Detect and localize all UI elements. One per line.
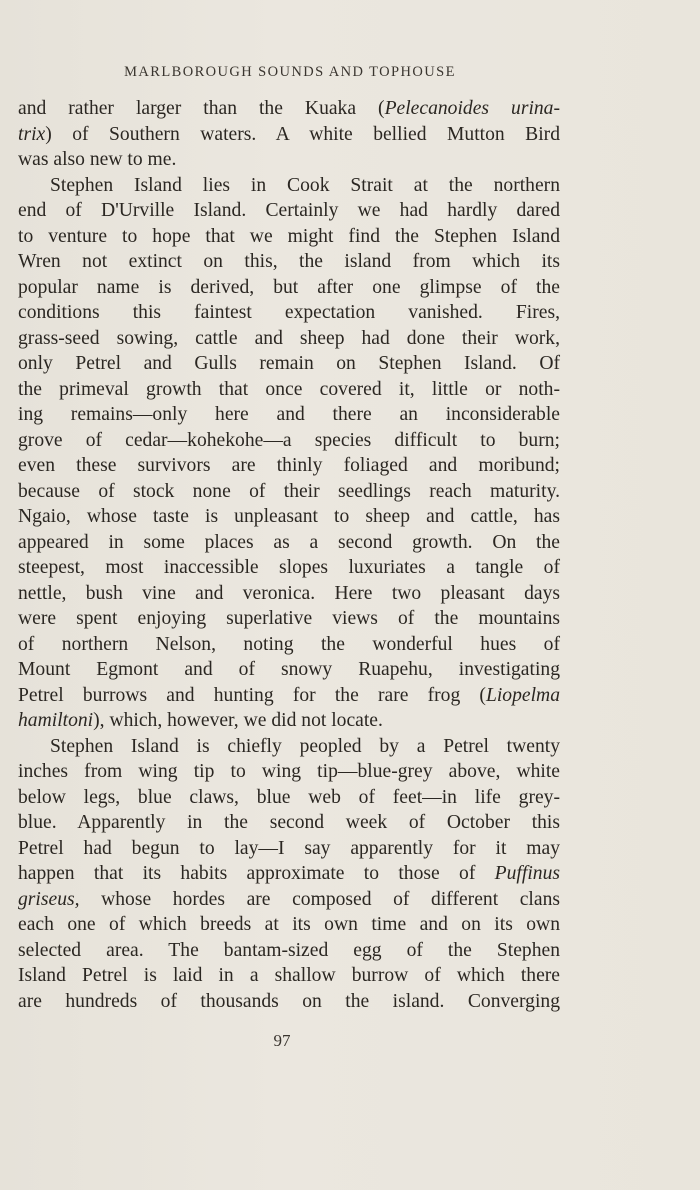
text-line [18, 912, 560, 938]
text-line [18, 173, 560, 199]
text-segment: Ngaio, whose taste is unpleasant to sheep and cattle, has [18, 506, 560, 527]
text-line [18, 96, 560, 122]
text-segment: even these survivors are thinly foliaged and moribund; [18, 455, 560, 476]
text-segment: only Petrel and Gulls remain on Stephen Island. Of [18, 353, 560, 374]
text-segment: are hundreds of thousands on the island. Converging [18, 990, 560, 1012]
text-segment: ing remains—only here and there an inconsiderable [18, 404, 560, 425]
text-segment: because of stock none of their seedlings reach maturity. [18, 480, 560, 502]
text-segment: Stephen Island lies in Cook Strait at the northern [50, 174, 560, 196]
text-segment: Stephen Island is chiefly peopled by a Petrel twenty [50, 735, 560, 757]
text-segment: whose hordes are composed of different clans [79, 888, 560, 910]
text-line [18, 300, 560, 326]
text-line [18, 249, 560, 275]
text-segment: appeared in some places as a second growth. On the [18, 531, 560, 553]
text-segment: the primeval growth that once covered it, little or noth- [18, 378, 560, 400]
text-line [18, 479, 560, 505]
body-text [18, 96, 560, 1014]
text-segment: Island Petrel is laid in a shallow burrow of which there [18, 965, 560, 986]
text-line [18, 275, 560, 301]
text-line [18, 224, 560, 250]
text-line [18, 402, 560, 428]
text-line [18, 861, 560, 887]
text-segment: Petrel burrows and hunting for the rare frog ( [18, 684, 486, 706]
text-line [18, 657, 560, 683]
italic-text: trix [18, 123, 46, 145]
text-line [18, 351, 560, 377]
text-segment: grass-seed sowing, cattle and sheep had done their work, [18, 327, 560, 349]
italic-text: Puffinus [494, 863, 560, 884]
text-line [18, 122, 560, 148]
text-line [18, 428, 560, 454]
text-line [18, 683, 560, 709]
text-segment: ) of Southern waters. A white bellied Mutton Bird [45, 123, 560, 145]
text-line [18, 810, 560, 836]
text-line [18, 759, 560, 785]
text-line [18, 581, 560, 607]
text-line [18, 708, 560, 734]
text-segment: blue. Apparently in the second week of October this [18, 812, 560, 833]
text-segment: below legs, blue claws, blue web of feet—in life grey- [18, 786, 560, 808]
italic-text: Pelecanoides urina- [384, 98, 561, 119]
text-segment: inches from wing tip to wing tip—blue-grey above, white [18, 761, 560, 782]
text-segment: each one of which breeds at its own time and on its own [18, 914, 560, 935]
italic-text: Liopelma [485, 684, 560, 706]
text-line [18, 734, 560, 760]
text-line [18, 963, 560, 989]
text-line [18, 989, 560, 1015]
text-line [18, 785, 560, 811]
page-number: 97 [273, 1031, 291, 1050]
text-segment: conditions this faintest expectation vanished. Fires, [18, 302, 560, 323]
text-segment: grove of cedar—kohekohe—a species difficult to burn; [18, 429, 560, 451]
text-segment: happen that its habits approximate to those of [18, 863, 495, 884]
text-line [18, 606, 560, 632]
text-line [18, 632, 560, 658]
text-segment: of northern Nelson, noting the wonderful hues of [18, 633, 560, 655]
text-segment: popular name is derived, but after one glimpse of the [18, 276, 560, 298]
text-line [18, 453, 560, 479]
text-segment: steepest, most inaccessible slopes luxuriates a tangle of [18, 557, 560, 578]
text-line [18, 198, 560, 224]
text-segment: end of D'Urville Island. Certainly we had hardly dared [18, 200, 560, 221]
text-line [18, 530, 560, 556]
text-segment: nettle, bush vine and veronica. Here two pleasant days [18, 582, 560, 604]
text-segment: and rather larger than the Kuaka ( [18, 98, 385, 119]
text-segment: to venture to hope that we might find the Stephen Island [18, 225, 560, 247]
text-line [18, 377, 560, 403]
italic-text: hamiltoni [18, 710, 94, 731]
text-line [18, 504, 560, 530]
text-segment: were spent enjoying superlative views of the mountains [18, 608, 560, 629]
italic-text: griseus, [18, 888, 80, 910]
text-line [18, 887, 560, 913]
running-title: MARLBOROUGH SOUNDS AND TOPHOUSE [124, 64, 456, 80]
text-segment: Petrel had begun to lay—I say apparently for it may [18, 837, 560, 859]
text-line [18, 147, 560, 173]
text-segment: Mount Egmont and of snowy Ruapehu, investigating [18, 659, 560, 680]
text-line [18, 326, 560, 352]
text-segment: selected area. The bantam-sized egg of the Stephen [18, 939, 560, 961]
text-line [18, 555, 560, 581]
text-segment: Wren not extinct on this, the island from which its [18, 251, 560, 272]
text-line [18, 836, 560, 862]
text-segment: ), which, however, we did not locate. [93, 710, 383, 731]
text-line [18, 938, 560, 964]
text-segment: was also new to me. [18, 149, 177, 170]
